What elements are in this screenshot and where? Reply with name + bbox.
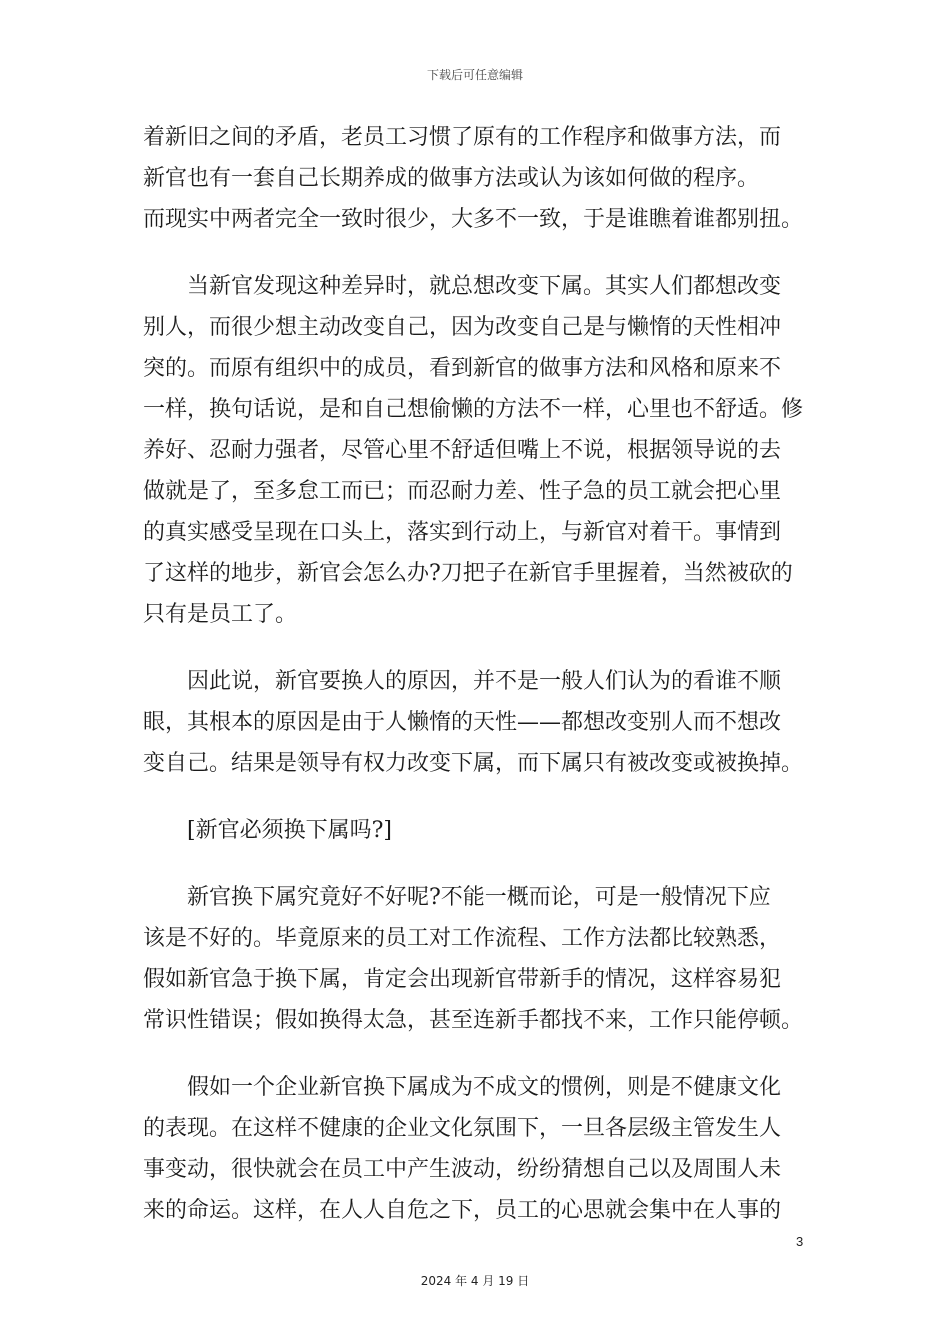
text-line: 来的命运。这样，在人人自危之下，员工的心思就会集中在人事的 [143, 1198, 782, 1223]
text-line: 一样，换句话说，是和自己想偷懒的方法不一样，心里也不舒适。修 [143, 397, 804, 422]
text-line: 当新官发现这种差异时，就总想改变下属。其实人们都想改变 [187, 274, 782, 299]
page-number: 3 [796, 1234, 804, 1249]
footer-date: 2024 年 4 月 19 日 [420, 1274, 530, 1288]
text-line: 而现实中两者完全一致时很少，大多不一致，于是谁瞧着谁都别扭。 [143, 207, 804, 232]
text-line: 常识性错误；假如换得太急，甚至连新手都找不来，工作只能停顿。 [143, 1008, 804, 1033]
document-body [143, 117, 818, 1257]
text-line: 只有是员工了。 [143, 602, 298, 627]
text-line: 养好、忍耐力强者，尽管心里不舒适但嘴上不说，根据领导说的去 [143, 438, 782, 463]
text-line: 的真实感受呈现在口头上，落实到行动上，与新官对着干。事情到 [143, 520, 782, 545]
text-line: 新官换下属究竟好不好呢?不能一概而论，可是一般情况下应 [187, 885, 771, 910]
paragraph-2 [143, 266, 818, 635]
text-line: 了这样的地步，新官会怎么办?刀把子在新官手里握着，当然被砍的 [143, 561, 793, 586]
text-line: 假如新官急于换下属，肯定会出现新官带新手的情况，这样容易犯 [143, 967, 782, 992]
text-line: 别人，而很少想主动改变自己，因为改变自己是与懒惰的天性相冲 [143, 315, 782, 340]
paragraph-5 [143, 1067, 818, 1231]
text-line: 的表现。在这样不健康的企业文化氛围下，一旦各层级主管发生人 [143, 1116, 782, 1141]
text-line: 事变动，很快就会在员工中产生波动，纷纷猜想自己以及周围人未 [143, 1157, 782, 1182]
text-line: 突的。而原有组织中的成员，看到新官的做事方法和风格和原来不 [143, 356, 782, 381]
text-line: 眼，其根本的原因是由于人懒惰的天性——都想改变别人而不想改 [143, 710, 782, 735]
section-heading [143, 810, 818, 851]
text-line: 做就是了，至多怠工而已；而忍耐力差、性子急的员工就会把心里 [143, 479, 782, 504]
text-line: [新官必须换下属吗?] [187, 818, 392, 843]
text-line: 该是不好的。毕竟原来的员工对工作流程、工作方法都比较熟悉， [143, 926, 782, 951]
text-line: 新官也有一套自己长期养成的做事方法或认为该如何做的程序。 [143, 166, 760, 191]
paragraph-3 [143, 661, 818, 784]
page-header: 下载后可任意编辑 [426, 68, 523, 82]
text-line: 变自己。结果是领导有权力改变下属，而下属只有被改变或被换掉。 [143, 751, 804, 776]
paragraph-1 [143, 117, 818, 240]
paragraph-4 [143, 877, 818, 1041]
text-line: 着新旧之间的矛盾，老员工习惯了原有的工作程序和做事方法，而 [143, 125, 782, 150]
text-line: 因此说，新官要换人的原因，并不是一般人们认为的看谁不顺 [187, 669, 782, 694]
text-line: 假如一个企业新官换下属成为不成文的惯例，则是不健康文化 [187, 1075, 782, 1100]
